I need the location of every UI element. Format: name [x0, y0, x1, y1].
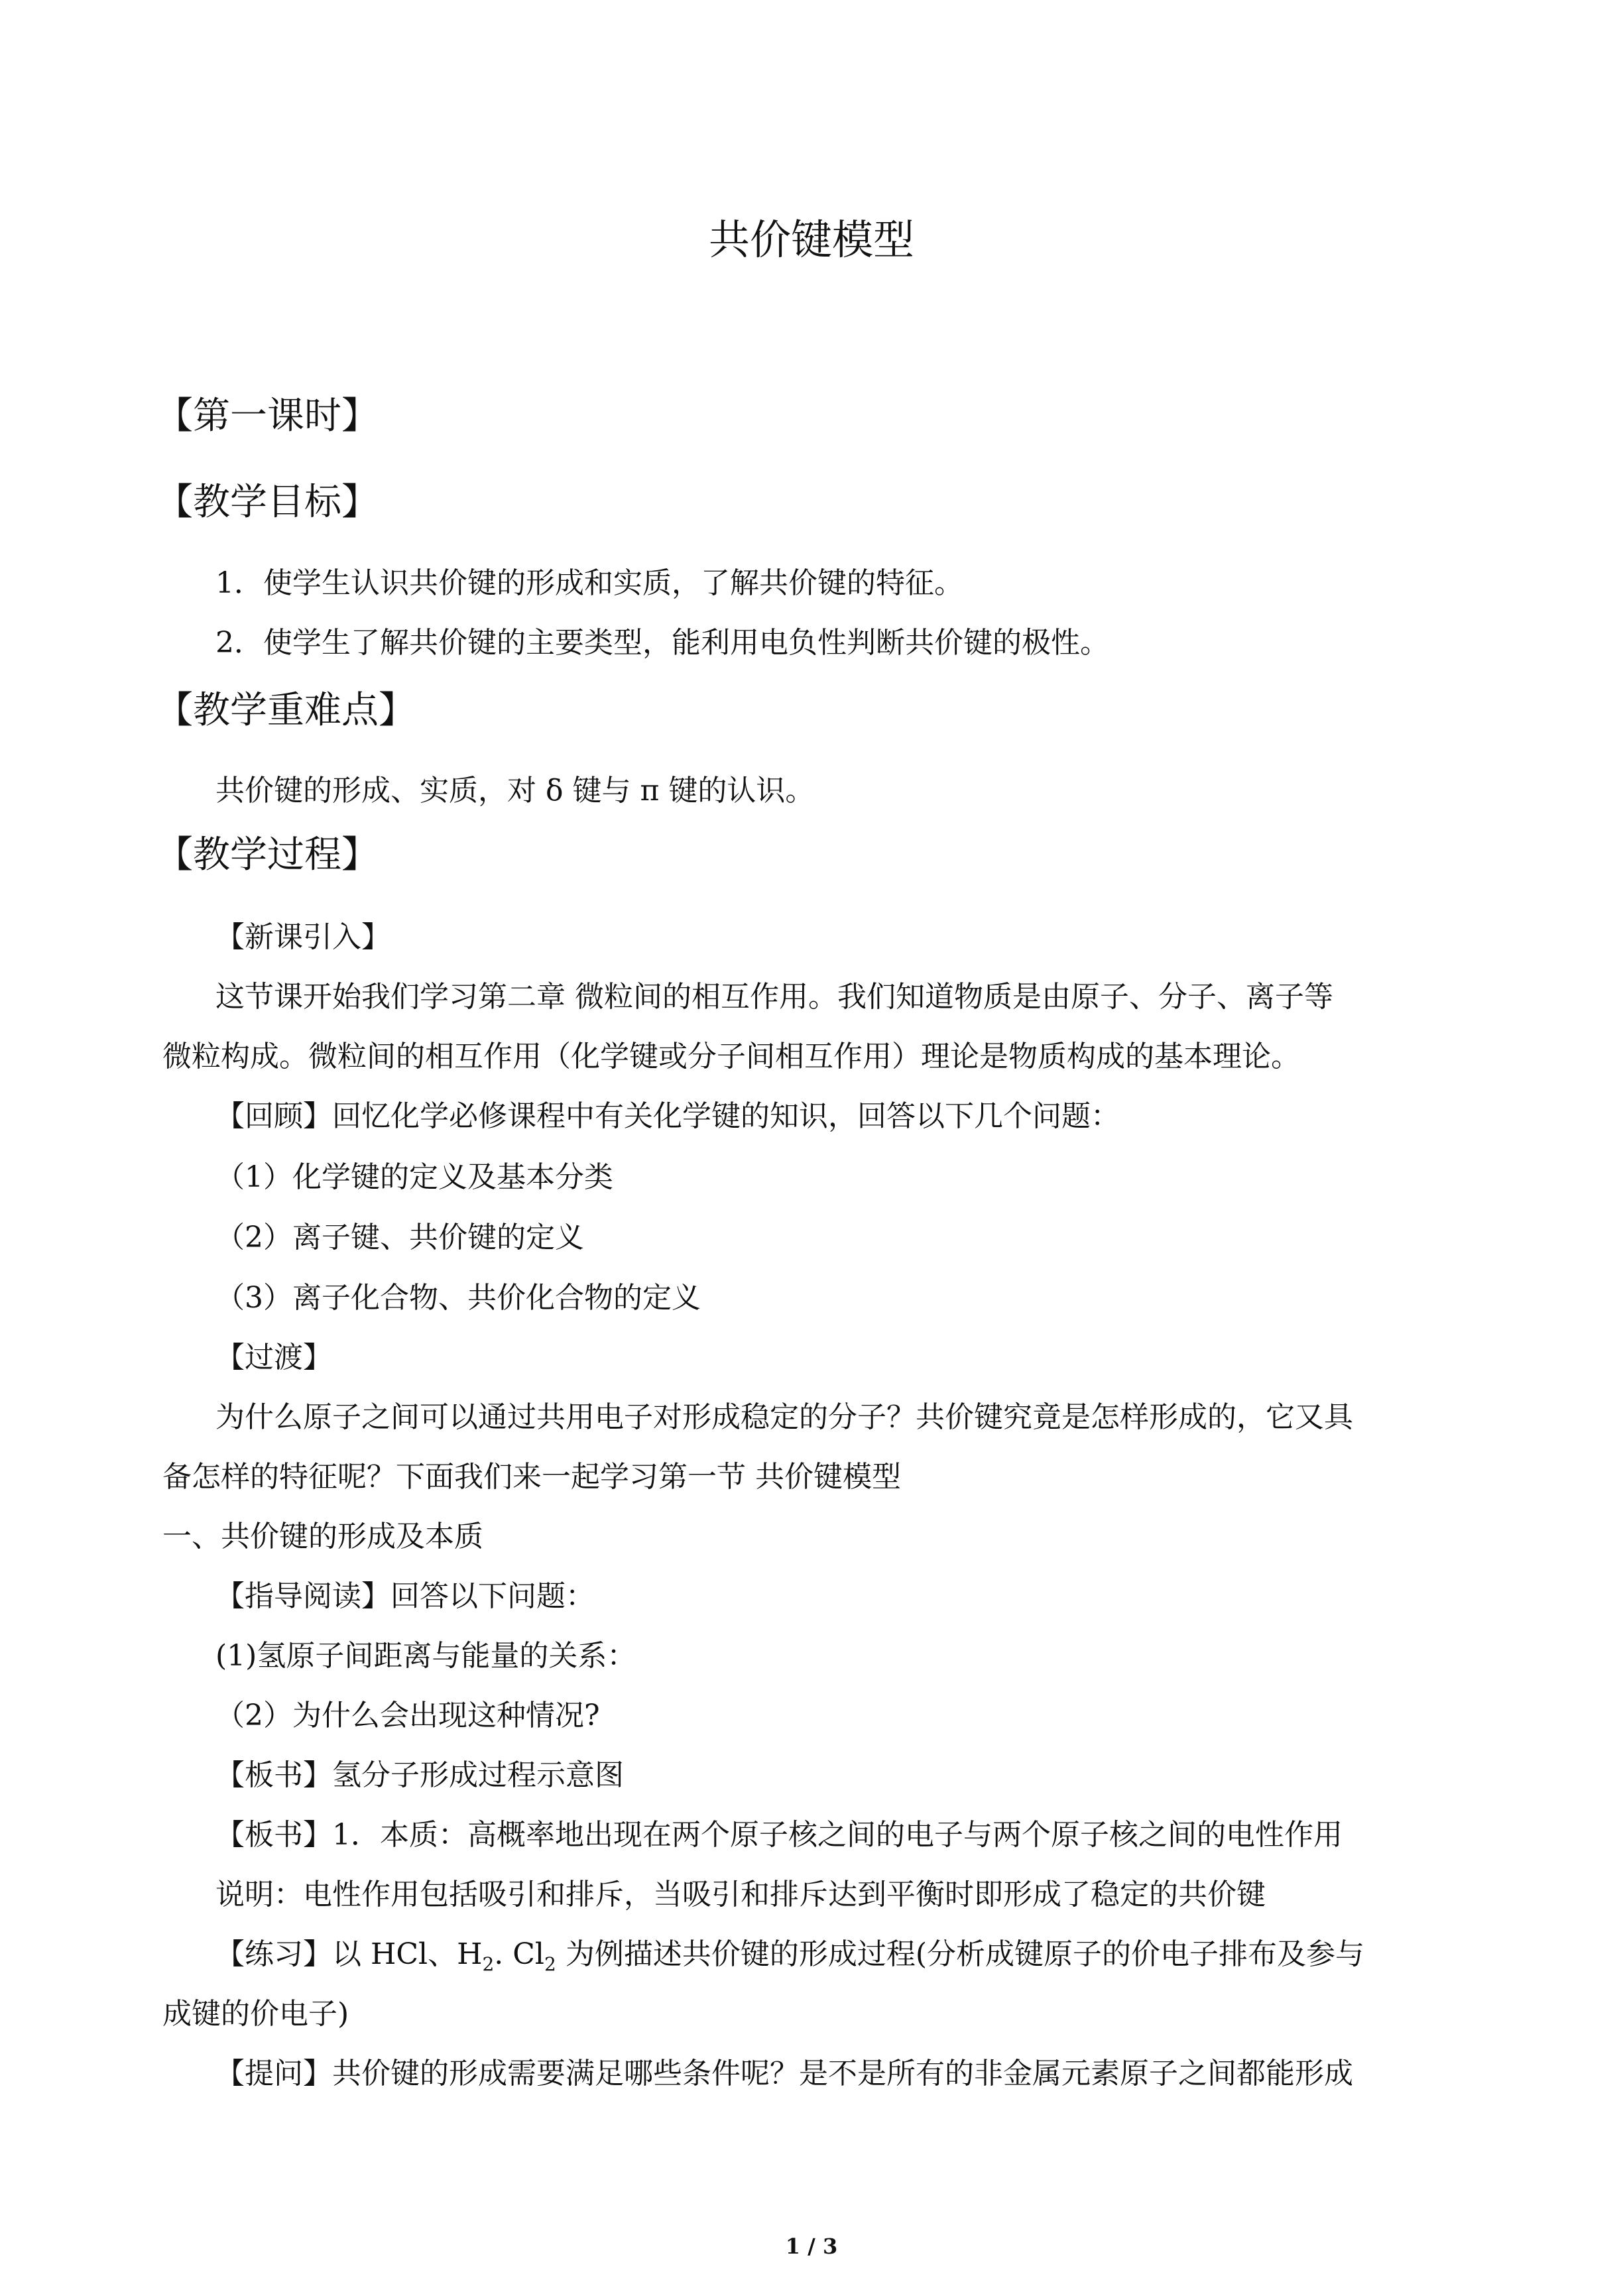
- question-text: 【提问】共价键的形成需要满足哪些条件呢？是不是所有的非金属元素原子之间都能形成: [215, 2057, 1353, 2090]
- heading-lesson: 【第一课时】: [156, 394, 379, 438]
- section-heading-1: 一、共价键的形成及本质: [162, 1520, 483, 1553]
- review-question-2: （2）离子键、共价键的定义: [215, 1221, 584, 1254]
- transition-line-2: 备怎样的特征呢？下面我们来一起学习第一节 共价键模型: [162, 1460, 901, 1494]
- subscript-2: 2: [482, 1953, 495, 1975]
- intro-paragraph-line-1: 这节课开始我们学习第二章 微粒间的相互作用。我们知道物质是由原子、分子、离子等: [215, 980, 1333, 1014]
- exercise-prefix: 【练习】以 HCl、H: [215, 1937, 483, 1971]
- page-number: 1 / 3: [785, 2234, 838, 2259]
- transition-line-1: 为什么原子之间可以通过共用电子对形成稳定的分子？共价键究竟是怎样形成的，它又具: [215, 1400, 1353, 1434]
- transition-tag: 【过渡】: [215, 1341, 332, 1374]
- exercise-line-1: [215, 1935, 1364, 1974]
- explanation-note: 说明：电性作用包括吸引和排斥，当吸引和排斥达到平衡时即形成了稳定的共价键: [215, 1878, 1266, 1911]
- key-points-text: 共价键的形成、实质，对 δ 键与 π 键的认识。: [215, 774, 815, 808]
- guide-question-1: (1)氢原子间距离与能量的关系：: [215, 1639, 636, 1673]
- exercise-mid: . Cl: [494, 1937, 545, 1971]
- subscript-2: 2: [544, 1953, 556, 1975]
- review-question-1: （1）化学键的定义及基本分类: [215, 1160, 613, 1194]
- heading-key-points: 【教学重难点】: [156, 689, 416, 732]
- board-note-2: 【板书】1．本质：高概率地出现在两个原子核之间的电子与两个原子核之间的电性作用: [215, 1818, 1343, 1852]
- guide-question-2: （2）为什么会出现这种情况?: [215, 1699, 600, 1732]
- board-note-1: 【板书】氢分子形成过程示意图: [215, 1758, 624, 1792]
- intro-tag: 【新课引入】: [215, 920, 391, 954]
- objective-item-2: 2．使学生了解共价键的主要类型，能利用电负性判断共价键的极性。: [215, 626, 1109, 660]
- intro-paragraph-line-2: 微粒构成。微粒间的相互作用（化学键或分子间相互作用）理论是物质构成的基本理论。: [162, 1040, 1300, 1073]
- heading-objectives: 【教学目标】: [156, 481, 379, 524]
- objective-item-1: 1．使学生认识共价键的形成和实质，了解共价键的特征。: [215, 566, 963, 600]
- exercise-suffix: 为例描述共价键的形成过程(分析成键原子的价电子排布及参与: [556, 1937, 1364, 1971]
- review-question-3: （3）离子化合物、共价化合物的定义: [215, 1281, 701, 1315]
- review-text: 【回顾】回忆化学必修课程中有关化学键的知识，回答以下几个问题：: [215, 1099, 1120, 1133]
- exercise-line-2: 成键的价电子): [162, 1997, 349, 2031]
- guide-reading: 【指导阅读】回答以下问题：: [215, 1579, 595, 1613]
- heading-process: 【教学过程】: [156, 833, 379, 876]
- page-title: 共价键模型: [708, 215, 914, 264]
